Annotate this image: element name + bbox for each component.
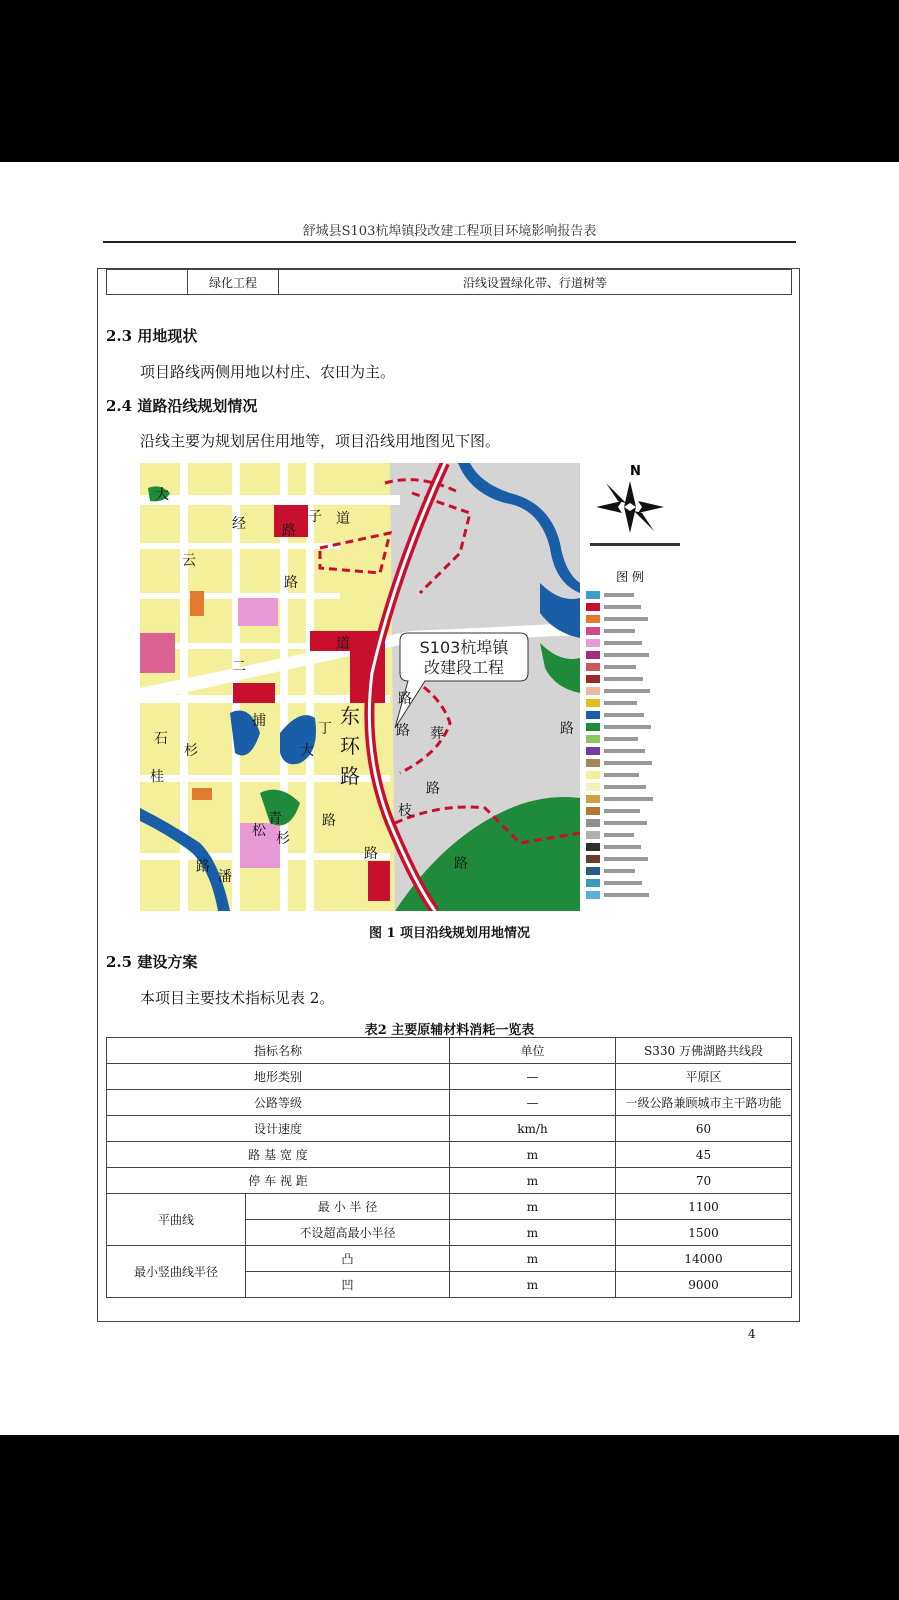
greening-label: 绿化工程	[188, 270, 279, 295]
table-row: 设计速度 km/h 60	[107, 1116, 792, 1142]
section-2-5-text: 本项目主要技术指标见表 2。	[140, 989, 335, 1007]
legend-text-placeholder	[604, 725, 651, 729]
legend-swatch	[586, 699, 600, 707]
legend-swatch	[586, 831, 600, 839]
road-label: 道	[336, 511, 350, 527]
legend-text-placeholder	[604, 665, 636, 669]
legend-swatch	[586, 783, 600, 791]
road-label: 子	[308, 509, 322, 525]
road-label: 葬	[430, 726, 444, 742]
legend-swatch	[586, 891, 600, 899]
legend-text-placeholder	[604, 869, 635, 873]
road-label: 捕	[252, 713, 266, 729]
legend-swatch	[586, 627, 600, 635]
legend-text-placeholder	[604, 677, 643, 681]
legend-title: 图 例	[616, 570, 644, 584]
callout-line-2: 改建段工程	[423, 658, 505, 677]
legend-swatch	[586, 795, 600, 803]
section-2-3-title: 2.3 用地现状	[106, 327, 198, 345]
north-label: N	[630, 464, 641, 479]
legend-swatch	[586, 855, 600, 863]
legend-swatch	[586, 687, 600, 695]
road-label: 路	[282, 523, 296, 539]
legend-text-placeholder	[604, 845, 641, 849]
road-label: 丁	[318, 721, 332, 737]
road-label: 青	[268, 811, 282, 827]
legend-text-placeholder	[604, 749, 645, 753]
legend-text-placeholder	[604, 713, 644, 717]
table2-title: 表2 主要原辅材料消耗一览表	[364, 1023, 535, 1038]
road-label: 路	[454, 856, 468, 872]
road-label: 大	[155, 487, 169, 503]
road-label: 路	[560, 721, 574, 737]
road-label: 路	[426, 781, 440, 797]
legend-text-placeholder	[604, 857, 648, 861]
section-2-4-text: 沿线主要为规划居住用地等，项目沿线用地图见下图。	[140, 432, 501, 450]
greening-table	[106, 269, 792, 295]
legend-swatch	[586, 879, 600, 887]
table-row: 停 车 视 距 m 70	[107, 1168, 792, 1194]
header-rule	[103, 241, 796, 243]
legend-swatch	[586, 807, 600, 815]
group-label: 平曲线	[107, 1194, 246, 1246]
greening-value: 沿线设置绿化带、行道树等	[279, 270, 792, 295]
legend-text-placeholder	[604, 773, 639, 777]
legend-swatch	[586, 711, 600, 719]
legend-text-placeholder	[604, 617, 648, 621]
road-label: 道	[336, 636, 350, 652]
road-label: 松	[252, 823, 266, 839]
table-row: 地形类别 — 平原区	[107, 1064, 792, 1090]
legend-text-placeholder	[604, 785, 646, 789]
legend-text-placeholder	[604, 893, 649, 897]
legend-swatch	[586, 603, 600, 611]
table2	[106, 1037, 792, 1298]
page-number: 4	[748, 1327, 756, 1341]
table-row: 路 基 宽 度 m 45	[107, 1142, 792, 1168]
land-use-map	[140, 463, 694, 911]
table-row: 凹 m 9000	[107, 1272, 792, 1298]
road-label: 经	[232, 516, 246, 532]
legend-text-placeholder	[604, 881, 642, 885]
legend-swatch	[586, 747, 600, 755]
legend-swatch	[586, 735, 600, 743]
legend-text-placeholder	[604, 701, 637, 705]
road-label: 路	[340, 764, 360, 788]
legend-swatch	[586, 867, 600, 875]
legend-text-placeholder	[604, 641, 642, 645]
legend-swatch	[586, 723, 600, 731]
legend-swatch	[586, 843, 600, 851]
legend-swatch	[586, 663, 600, 671]
legend-swatch	[586, 771, 600, 779]
road-label: 潘	[218, 869, 232, 885]
legend-text-placeholder	[604, 689, 650, 693]
table-row: 不设超高最小半径 m 1500	[107, 1220, 792, 1246]
document-page	[0, 162, 899, 1435]
road-label: 云	[182, 553, 196, 569]
road-label: 杉	[276, 831, 290, 847]
road-label: 二	[232, 659, 246, 675]
legend-text-placeholder	[604, 605, 641, 609]
legend-text-placeholder	[604, 821, 647, 825]
legend-text-placeholder	[604, 737, 638, 741]
road-label: 路	[398, 691, 412, 707]
legend-swatch	[586, 651, 600, 659]
table-row: 最小竖曲线半径 凸 m 14000	[107, 1246, 792, 1272]
legend-swatch	[586, 819, 600, 827]
legend-text-placeholder	[604, 629, 635, 633]
road-label: 路	[196, 859, 210, 875]
legend-swatch	[586, 591, 600, 599]
road-label: 路	[322, 813, 336, 829]
section-2-5-title: 2.5 建设方案	[106, 953, 198, 971]
legend-swatch	[586, 675, 600, 683]
callout-line-1: S103杭埠镇	[419, 638, 509, 657]
column-header: 指标名称	[107, 1038, 450, 1064]
section-2-3-text: 项目路线两侧用地以村庄、农田为主。	[140, 363, 396, 381]
legend-text-placeholder	[604, 809, 640, 813]
road-label: 枝	[398, 803, 412, 819]
legend-text-placeholder	[604, 761, 652, 765]
road-label: 大	[300, 743, 314, 759]
table-row: 平曲线 最 小 半 径 m 1100	[107, 1194, 792, 1220]
road-label: 路	[364, 846, 378, 862]
legend-swatch	[586, 759, 600, 767]
road-label: 桂	[150, 769, 164, 785]
group-label: 最小竖曲线半径	[107, 1246, 246, 1298]
column-header: 单位	[450, 1038, 616, 1064]
content-frame	[97, 268, 800, 1322]
road-label: 路	[284, 575, 298, 591]
road-label: 杉	[184, 743, 198, 759]
road-label: 环	[340, 734, 360, 758]
section-2-4-title: 2.4 道路沿线规划情况	[106, 397, 258, 415]
legend-text-placeholder	[604, 653, 649, 657]
table-header-row	[107, 1038, 792, 1064]
legend-text-placeholder	[604, 593, 634, 597]
legend-text-placeholder	[604, 833, 634, 837]
legend-text-placeholder	[604, 797, 653, 801]
table-row: 公路等级 — 一级公路兼顾城市主干路功能	[107, 1090, 792, 1116]
legend-swatch	[586, 639, 600, 647]
running-header: 舒城县S103杭埠镇段改建工程项目环境影响报告表	[302, 224, 597, 239]
road-label: 东	[340, 704, 360, 728]
road-label: 石	[154, 731, 168, 747]
figure-caption: 图 1 项目沿线规划用地情况	[368, 926, 531, 941]
road-label: 路	[396, 723, 410, 739]
legend-swatch	[586, 615, 600, 623]
column-header: S330 万佛湖路共线段	[616, 1038, 792, 1064]
